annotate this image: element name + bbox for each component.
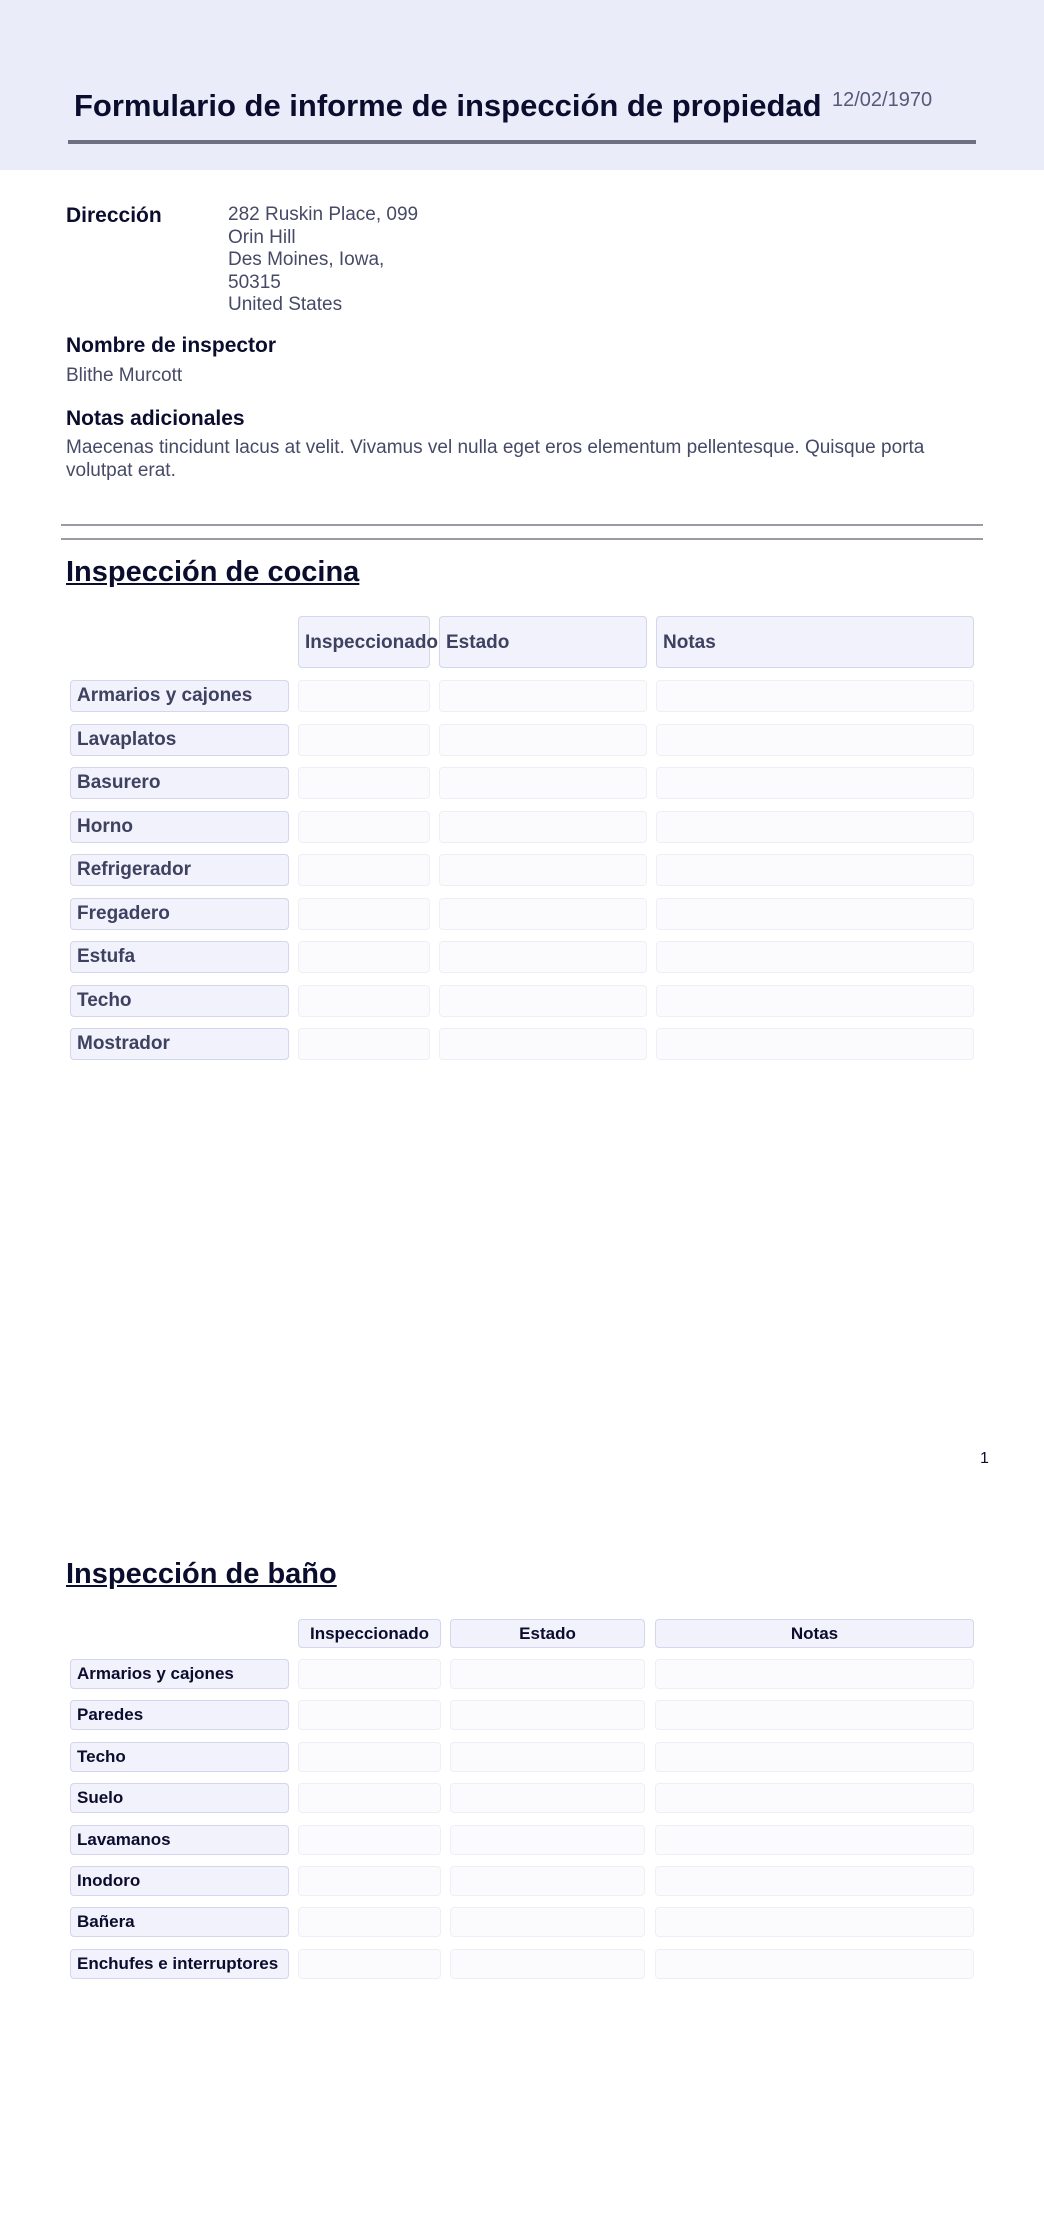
notes-cell[interactable] — [655, 1742, 974, 1772]
inspected-cell[interactable] — [298, 1949, 441, 1979]
inspected-cell[interactable] — [298, 1028, 430, 1060]
notes-cell[interactable] — [655, 1866, 974, 1896]
status-cell[interactable] — [439, 680, 647, 712]
address-line: 282 Ruskin Place, 099 — [228, 204, 419, 225]
inspected-cell[interactable] — [298, 941, 430, 973]
inspected-cell[interactable] — [298, 811, 430, 843]
inspector-value: Blithe Murcott — [66, 365, 183, 386]
column-header-inspected: Inspeccionado — [298, 616, 430, 668]
divider — [61, 524, 983, 526]
row-label: Basurero — [70, 767, 289, 799]
inspected-cell[interactable] — [298, 1866, 441, 1896]
notes-cell[interactable] — [656, 1028, 974, 1060]
status-cell[interactable] — [439, 985, 647, 1017]
notes-cell[interactable] — [656, 985, 974, 1017]
header-rule — [68, 140, 976, 144]
address-label: Dirección — [66, 204, 162, 227]
row-label: Enchufes e interruptores — [70, 1949, 289, 1979]
row-label: Mostrador — [70, 1028, 289, 1060]
notes-cell[interactable] — [656, 767, 974, 799]
row-label: Armarios y cajones — [70, 1659, 289, 1689]
row-label: Estufa — [70, 941, 289, 973]
column-header-inspected: Inspeccionado — [298, 1619, 441, 1648]
address-line: Orin Hill — [228, 226, 296, 248]
row-label: Armarios y cajones — [70, 680, 289, 712]
row-label: Paredes — [70, 1700, 289, 1730]
address-value — [228, 204, 418, 317]
bathroom-section-title: Inspección de baño — [66, 1558, 337, 1590]
row-label: Techo — [70, 985, 289, 1017]
notes-cell[interactable] — [655, 1949, 974, 1979]
inspected-cell[interactable] — [298, 1907, 441, 1937]
row-label: Inodoro — [70, 1866, 289, 1896]
status-cell[interactable] — [450, 1700, 645, 1730]
column-header-notes: Notas — [656, 616, 974, 668]
status-cell[interactable] — [439, 767, 647, 799]
status-cell[interactable] — [450, 1907, 645, 1937]
inspected-cell[interactable] — [298, 680, 430, 712]
status-cell[interactable] — [439, 898, 647, 930]
notes-cell[interactable] — [656, 898, 974, 930]
kitchen-section-title: Inspección de cocina — [66, 556, 360, 588]
divider — [61, 538, 983, 540]
inspected-cell[interactable] — [298, 1742, 441, 1772]
notes-cell[interactable] — [656, 811, 974, 843]
column-header-notes: Notas — [655, 1619, 974, 1648]
notes-cell[interactable] — [656, 680, 974, 712]
status-cell[interactable] — [439, 724, 647, 756]
inspected-cell[interactable] — [298, 724, 430, 756]
address-line: United States — [228, 294, 343, 315]
inspected-cell[interactable] — [298, 1783, 441, 1813]
inspected-cell[interactable] — [298, 898, 430, 930]
address-line: 50315 — [228, 271, 281, 293]
notes-cell[interactable] — [656, 941, 974, 973]
notes-cell[interactable] — [655, 1659, 974, 1689]
status-cell[interactable] — [450, 1866, 645, 1896]
row-label: Techo — [70, 1742, 289, 1772]
status-cell[interactable] — [450, 1742, 645, 1772]
header-band — [0, 0, 1044, 170]
notes-cell[interactable] — [656, 724, 974, 756]
inspected-cell[interactable] — [298, 1659, 441, 1689]
row-label: Suelo — [70, 1783, 289, 1813]
status-cell[interactable] — [439, 1028, 647, 1060]
row-label: Fregadero — [70, 898, 289, 930]
notes-cell[interactable] — [655, 1907, 974, 1937]
inspector-label: Nombre de inspector — [66, 334, 277, 357]
row-label: Horno — [70, 811, 289, 843]
row-label: Refrigerador — [70, 854, 289, 886]
notes-cell[interactable] — [655, 1825, 974, 1855]
status-cell[interactable] — [450, 1825, 645, 1855]
inspected-cell[interactable] — [298, 1700, 441, 1730]
address-line: Des Moines, Iowa, — [228, 249, 385, 270]
column-header-status: Estado — [450, 1619, 645, 1648]
status-cell[interactable] — [450, 1783, 645, 1813]
notes-cell[interactable] — [655, 1783, 974, 1813]
page-title: Formulario de informe de inspección de propiedad — [74, 88, 822, 123]
row-label: Bañera — [70, 1907, 289, 1937]
row-label: Lavamanos — [70, 1825, 289, 1855]
notes-cell[interactable] — [656, 854, 974, 886]
inspected-cell[interactable] — [298, 1825, 441, 1855]
status-cell[interactable] — [450, 1949, 645, 1979]
inspected-cell[interactable] — [298, 985, 430, 1017]
row-label: Lavaplatos — [70, 724, 289, 756]
status-cell[interactable] — [439, 941, 647, 973]
status-cell[interactable] — [439, 854, 647, 886]
status-cell[interactable] — [450, 1659, 645, 1689]
page-number: 1 — [980, 1450, 989, 1467]
column-header-status: Estado — [439, 616, 647, 668]
notes-value: Maecenas tincidunt lacus at velit. Vivamus vel nulla eget eros elementum pellentesque. Quisque porta volutpat erat. — [66, 437, 925, 481]
inspected-cell[interactable] — [298, 767, 430, 799]
inspected-cell[interactable] — [298, 854, 430, 886]
report-date: 12/02/1970 — [832, 89, 933, 111]
notes-label: Notas adicionales — [66, 407, 245, 430]
notes-cell[interactable] — [655, 1700, 974, 1730]
status-cell[interactable] — [439, 811, 647, 843]
